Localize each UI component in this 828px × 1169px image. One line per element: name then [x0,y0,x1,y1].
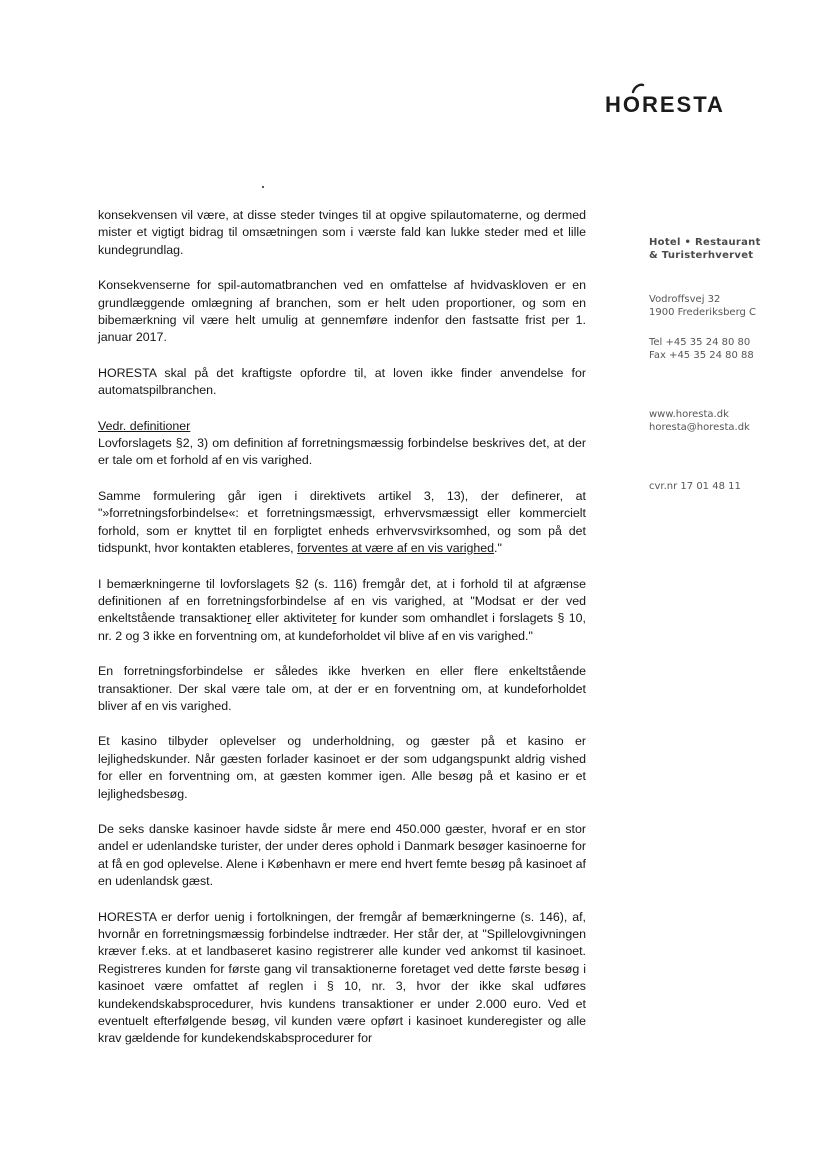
paragraph-5-underlined: forventes at være af en vis varighed [297,541,495,556]
stray-dot [262,186,264,188]
company-line-2: & Turisterhvervet [649,250,754,261]
fax-number: Fax +45 35 24 80 88 [649,350,754,361]
website-link[interactable]: www.horesta.dk [649,409,729,420]
horesta-logo [605,82,755,122]
cvr-number: cvr.nr 17 01 48 11 [649,481,741,492]
paragraph-4 [98,418,586,470]
paragraph-5 [98,488,586,558]
paragraph-5-text-a: Samme formulering går igen i direktivets artikel 3, 13), der definerer, at "»forretningsforbindelse«: et forretningsmæssigt, erhvervsmæssigt eller kommercielt forhold, som er knyttet til en forpligtet enheds erhvervsvirksomhed, og som på det tidspunkt, hvor kontakten etableres, [98,488,586,556]
paragraph-1: konsekvensen vil være, at disse steder tvinges til at opgive spilautomaterne, og dermed mister et vigtigt bidrag til omsætningen som i værste fald kan lukke steder med et lille kundegrundlag. [98,208,586,257]
paragraph-6-text-a: I bemærkningerne til lovforslagets §2 (s. 116) fremgår det, at i forhold til at afgrænse definitionen af en forretningsforbindelse af en vis varighed, at "Modsat er der ved enkeltstående transaktione [98,576,586,626]
paragraph-6-underlined-2: r [332,611,337,626]
paragraph-10: HORESTA er derfor uenig i fortolkningen, der fremgår af bemærkningerne (s. 146), af, hvornår en forretningsmæssig forbindelse indtræder. Her står der, at "Spillelovgivningen kræver f.eks. at et landbaseret kasino registrerer alle kunder ved ankomst til kasinoet. Registreres kunden for første gang vil transaktionerne foretaget ved dette første besøg i kasinoet være omfattet af reglen i § 10, nr. 3, hvor der ikke skal udføres kundekendskabsprocedurer, hvis kundens transaktioner er under 2.000 euro. Ved et eventuelt efterfølgende besøg, vil kunden være opført i kasinoet kunderegister og alle krav gældende for kundekendskabsprocedurer for [98,909,586,1046]
logo-wordmark: HORESTA [605,92,725,117]
paragraph-4-text: Lovforslagets §2, 3) om definition af forretningsmæssig forbindelse beskrives det, at der er tale om et forhold af en vis varighed. [98,436,586,468]
address-line-1: Vodroffsvej 32 [649,294,721,305]
section-heading-definitions: Vedr. definitioner [98,418,191,433]
address-line-2: 1900 Frederiksberg C [649,307,757,318]
paragraph-2: Konsekvenserne for spil-automatbranchen ved en omfattelse af hvidvaskloven er en grundlæggende omlægning af branchen, som er helt uden proportioner, og som en bibemærkning vil være helt umulig at gennemføre indenfor den fastsatte frist per 1. januar 2017. [98,278,586,345]
paragraph-6 [98,576,586,646]
paragraph-8: Et kasino tilbyder oplevelser og underholdning, og gæster på et kasino er lejlighedskunder. Når gæsten forlader kasinoet er der som udgangspunkt aldrig vished for eller en forventning om, at gæsten kommer igen. Alle besøg på et kasino er et lejlighedsbesøg. [98,734,586,801]
paragraph-7: En forretningsforbindelse er således ikke hverken en eller flere enkeltstående transaktioner. Der skal være tale om, at der er en forventning om, at kundeforholdet bliver af en vis varighed. [98,664,586,713]
paragraph-9: De seks danske kasinoer havde sidste år mere end 450.000 gæster, hvoraf er en stor andel er udenlandske turister, der under deres ophold i Danmark besøger kasinoerne for at få en god oplevelse. Alene i København er mere end hvert femte besøg på kasinoet af en udenlandsk gæst. [98,821,586,889]
paragraph-6-underlined-1: r [247,611,252,626]
email-link[interactable]: horesta@horesta.dk [649,422,750,433]
phone-number: Tel +45 35 24 80 80 [649,337,751,348]
paragraph-6-text-b: eller aktivitete [251,611,333,626]
paragraph-6-text-c: for kunder som omhandlet i forslagets § 10, nr. 2 og 3 ikke en forventning om, at kundeforholdet vil blive af en vis varighed." [98,611,586,643]
letter-body [98,207,586,1048]
paragraph-5-text-b: ." [494,541,502,556]
paragraph-3: HORESTA skal på det kraftigste opfordre til, at loven ikke finder anvendelse for automatspilbranchen. [98,365,586,398]
company-line-1: Hotel • Restaurant [649,237,761,248]
